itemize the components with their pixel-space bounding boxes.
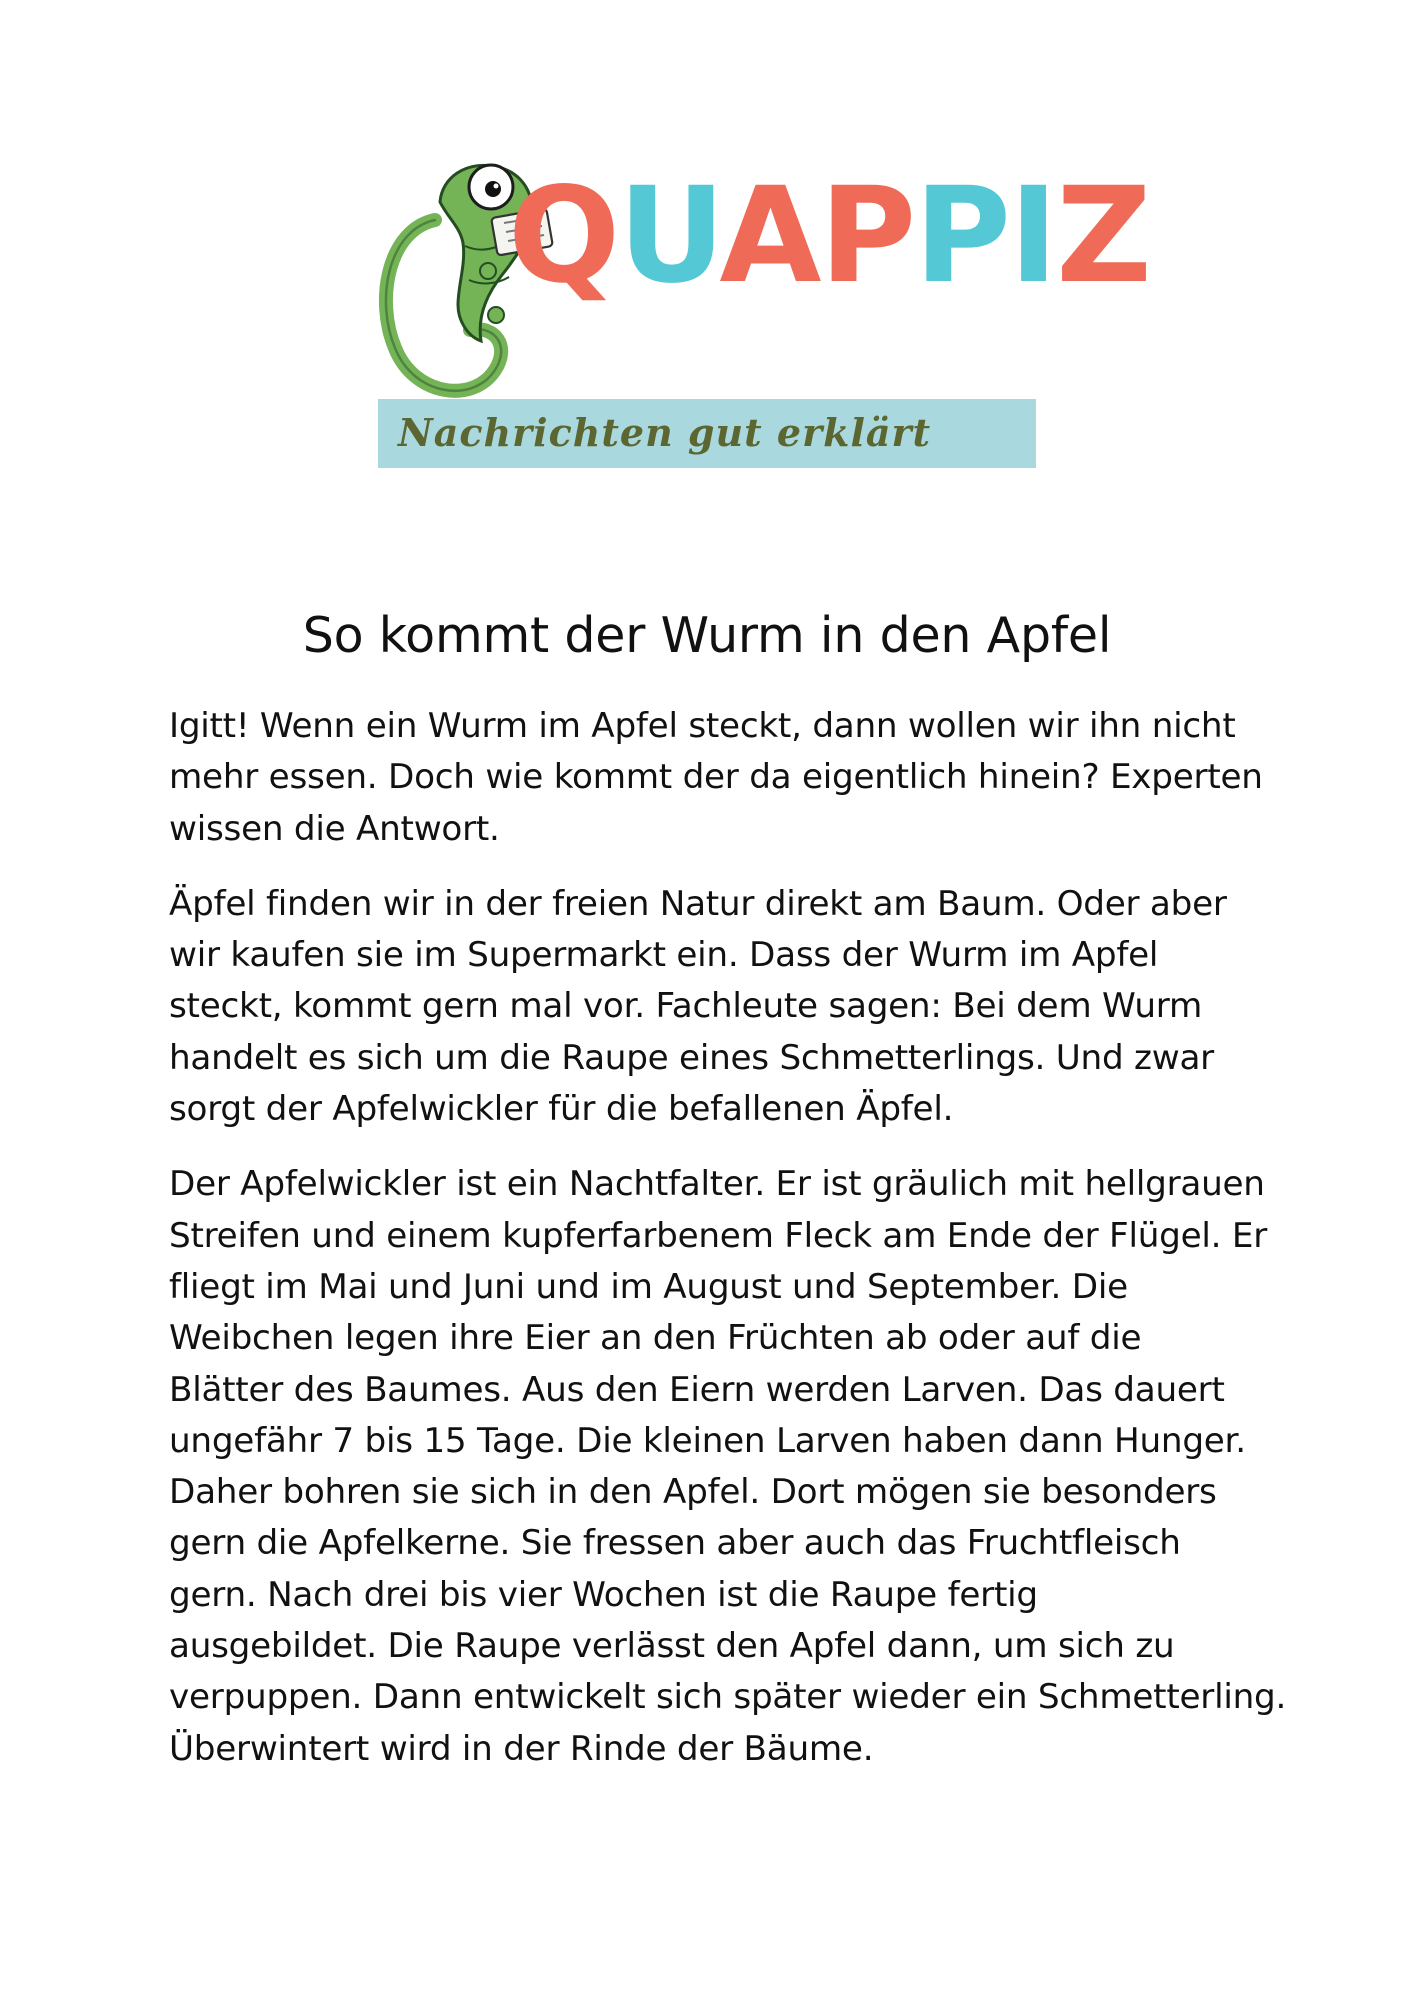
text-line: Weibchen legen ihre Eier an den Früchten ab oder auf die <box>169 1318 1142 1359</box>
text-line: handelt es sich um die Raupe eines Schmetterlings. Und zwar <box>169 1037 1214 1078</box>
paragraph-apples <box>169 879 1285 1135</box>
logo-letter-z: Z <box>1056 159 1150 313</box>
text-line: Überwintert wird in der Rinde der Bäume. <box>169 1728 874 1769</box>
logo-letter-u: U <box>618 159 720 313</box>
text-line: sorgt der Apfelwickler für die befallenen Äpfel. <box>169 1089 954 1130</box>
logo-letter-p-second: P <box>914 159 1010 313</box>
paragraph-intro <box>169 701 1285 855</box>
text-line: Streifen und einem kupferfarbenem Fleck am Ende der Flügel. Er <box>169 1215 1267 1256</box>
text-line: ausgebildet. Die Raupe verlässt den Apfel dann, um sich zu <box>169 1626 1175 1667</box>
page-title: So kommt der Wurm in den Apfel <box>302 607 1112 664</box>
text-line: fliegt im Mai und Juni und im August und September. Die <box>169 1266 1128 1307</box>
logo-title <box>508 159 1150 313</box>
text-line: Igitt! Wenn ein Wurm im Apfel steckt, dann wollen wir ihn nicht <box>169 706 1236 746</box>
logo-letter-p-first: P <box>819 159 915 313</box>
text-line: steckt, kommt gern mal vor. Fachleute sagen: Bei dem Wurm <box>169 986 1203 1027</box>
article-body <box>169 701 1285 1799</box>
tagline-text: Nachrichten gut erklärt <box>398 410 932 455</box>
text-line: ungefähr 7 bis 15 Tage. Die kleinen Larven haben dann Hunger. <box>169 1420 1246 1461</box>
text-line: Der Apfelwickler ist ein Nachtfalter. Er ist gräulich mit hellgrauen <box>169 1164 1265 1205</box>
text-line: wissen die Antwort. <box>169 808 500 849</box>
text-line: wir kaufen sie im Supermarkt ein. Dass der Wurm im Apfel <box>169 935 1159 976</box>
tagline-box <box>378 399 1036 468</box>
text-line: verpuppen. Dann entwickelt sich später wieder ein Schmetterling. <box>169 1677 1287 1718</box>
brand-logo <box>370 159 1150 480</box>
logo-letter-q: Q <box>508 159 619 313</box>
text-line: Äpfel finden wir in der freien Natur direkt am Baum. Oder aber <box>169 883 1227 924</box>
text-line: gern. Nach drei bis vier Wochen ist die Raupe fertig <box>169 1574 1038 1615</box>
logo-letter-i: I <box>1009 159 1057 313</box>
paragraph-apfelwickler <box>169 1159 1285 1775</box>
text-line: gern die Apfelkerne. Sie fressen aber auch das Fruchtfleisch <box>169 1523 1181 1564</box>
logo-letter-a: A <box>719 159 820 313</box>
text-line: mehr essen. Doch wie kommt der da eigentlich hinein? Experten <box>169 757 1263 798</box>
text-line: Blätter des Baumes. Aus den Eiern werden Larven. Das dauert <box>169 1369 1225 1410</box>
text-line: Daher bohren sie sich in den Apfel. Dort mögen sie besonders <box>169 1472 1217 1513</box>
